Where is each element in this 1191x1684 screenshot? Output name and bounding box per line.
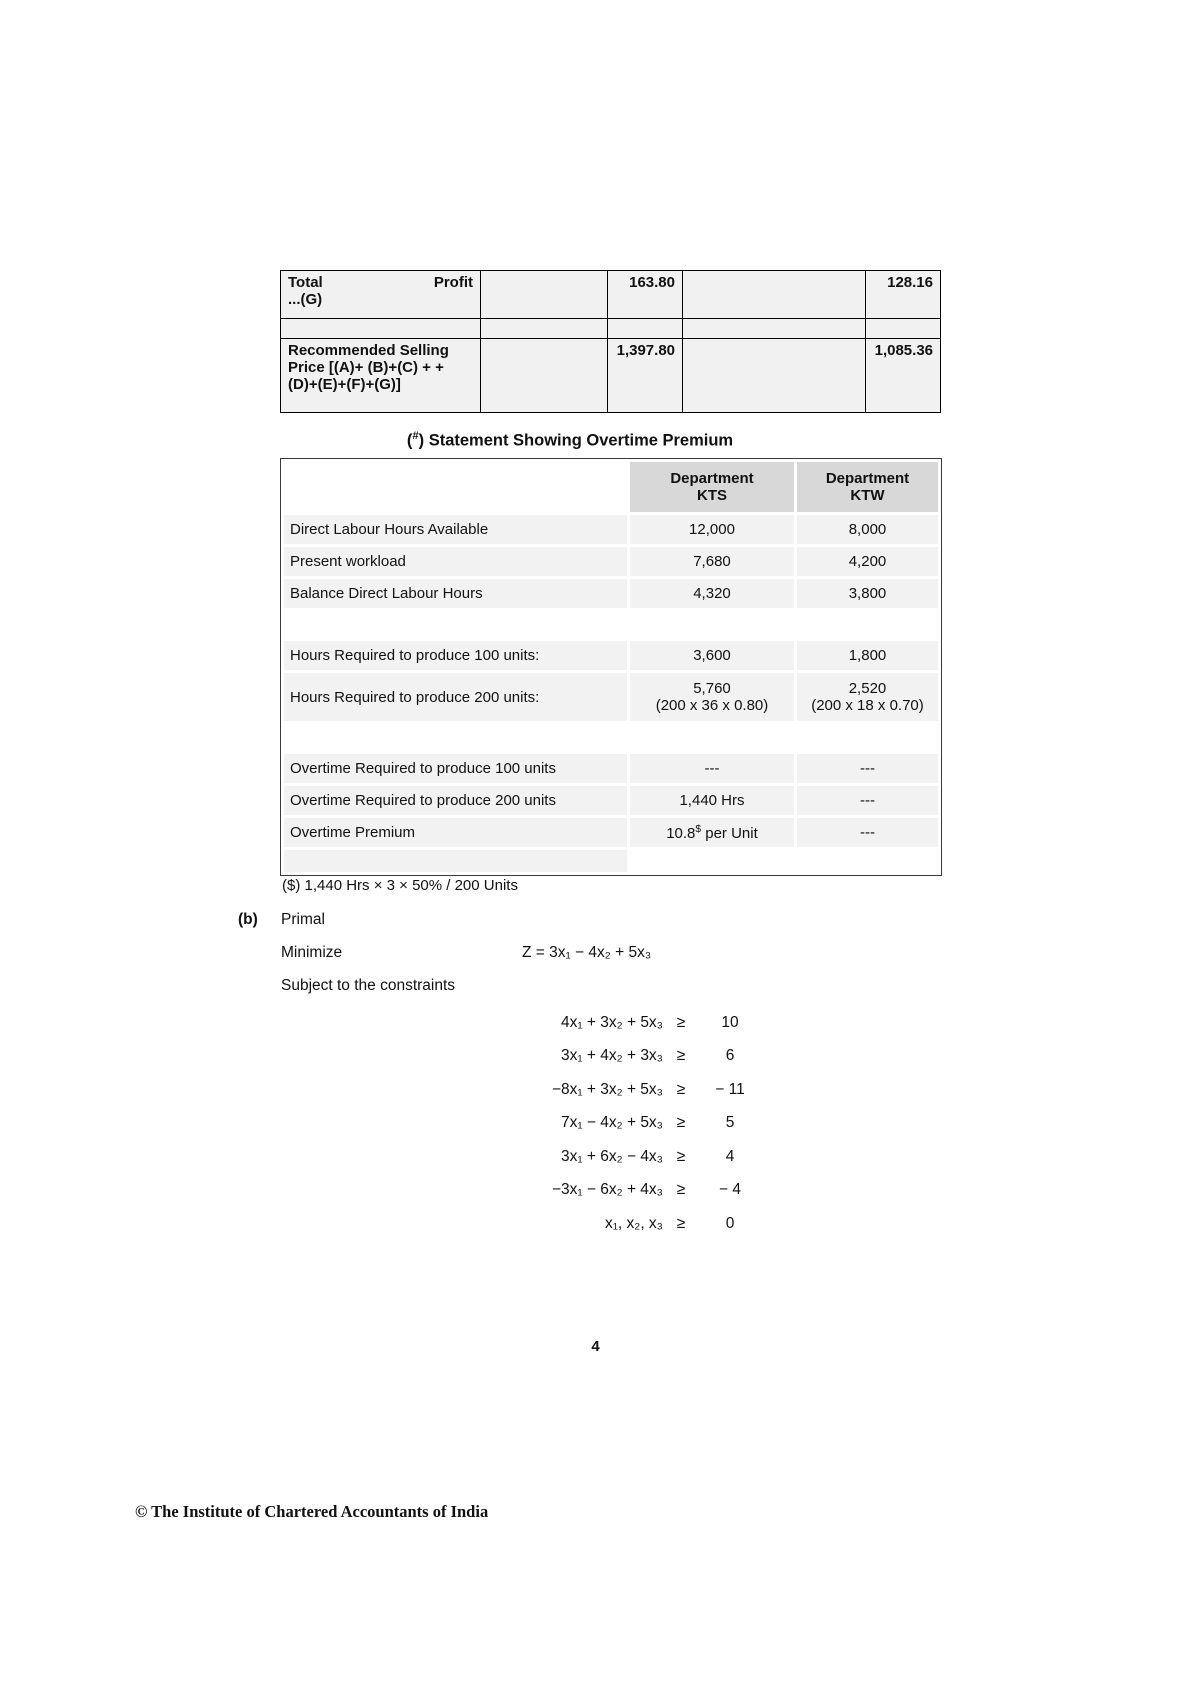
- page-number: 4: [591, 1338, 600, 1355]
- overtime-header-row: [284, 462, 938, 512]
- constraint-rhs: 4: [725, 1147, 735, 1165]
- table-row: [284, 579, 938, 608]
- kts-value: ---: [630, 754, 794, 783]
- dollar-superscript: $: [695, 823, 702, 835]
- copyright-footer: © The Institute of Chartered Accountants of India: [135, 1502, 489, 1521]
- primal-title: Primal: [281, 911, 325, 928]
- selling-price-label: Recommended Selling Price [(A)+ (B)+(C) + +(D)+(E)+(F)+(G)]: [281, 339, 481, 413]
- table-row-spacer: [284, 611, 938, 638]
- value-line: (200 x 36 x 0.80): [655, 697, 769, 714]
- heading-open-paren: (: [406, 431, 413, 450]
- summary-table: [280, 270, 941, 413]
- row-label: Overtime Required to produce 200 units: [284, 786, 627, 815]
- kts-value: [630, 673, 794, 721]
- table-row: [281, 339, 941, 413]
- kts-value: 7,680: [630, 547, 794, 576]
- empty-header-cell: [284, 462, 627, 512]
- heading-text: ) Statement Showing Overtime Premium: [418, 431, 734, 450]
- empty-cell: [683, 271, 866, 319]
- constraint-row: [513, 1006, 761, 1040]
- selling-price-kts-value: 1,397.80: [608, 339, 683, 413]
- geq-operator: ≥: [676, 1147, 686, 1165]
- department-ktw-header: [797, 462, 938, 512]
- table-row: [284, 786, 938, 815]
- empty-cell: [481, 339, 608, 413]
- total-profit-ktw-value: 128.16: [866, 271, 941, 319]
- constraint-lhs: 3x₁ + 4x₂ + 3x₃: [561, 1047, 663, 1065]
- label-total: Total: [288, 274, 323, 291]
- label-g: ...(G): [288, 291, 323, 308]
- geq-operator: ≥: [676, 1080, 686, 1098]
- constraint-row: [513, 1040, 761, 1074]
- constraint-rhs: 5: [725, 1114, 735, 1132]
- geq-operator: ≥: [676, 1214, 686, 1232]
- table-row: [284, 547, 938, 576]
- premium-value: 10.8: [666, 824, 696, 842]
- constraint-lhs: 4x₁ + 3x₂ + 5x₃: [561, 1013, 663, 1031]
- dollar-footnote: ($) 1,440 Hrs × 3 × 50% / 200 Units: [282, 877, 518, 894]
- ktw-value: ---: [797, 786, 938, 815]
- constraint-rhs: 10: [721, 1013, 739, 1031]
- constraint-rhs: 6: [725, 1047, 735, 1065]
- selling-price-ktw-value: 1,085.36: [866, 339, 941, 413]
- value-line: 5,760: [693, 680, 731, 697]
- ktw-value: ---: [797, 818, 938, 847]
- constraint-row: [513, 1174, 761, 1208]
- constraints-block: [513, 1006, 761, 1241]
- constraint-row: [513, 1207, 761, 1241]
- empty-cell: [683, 339, 866, 413]
- label-profit: Profit: [433, 274, 473, 291]
- kts-value: 12,000: [630, 515, 794, 544]
- ktw-value: 4,200: [797, 547, 938, 576]
- ktw-value: 1,800: [797, 641, 938, 670]
- table-row: [281, 271, 941, 319]
- constraint-rhs: 0: [725, 1214, 735, 1232]
- constraint-lhs: −8x₁ + 3x₂ + 5x₃: [551, 1080, 663, 1098]
- table-row-spacer: [284, 850, 938, 872]
- row-label: Overtime Premium: [284, 818, 627, 847]
- header-line: Department: [670, 470, 754, 487]
- row-label: Balance Direct Labour Hours: [284, 579, 627, 608]
- total-profit-kts-value: 163.80: [608, 271, 683, 319]
- total-profit-label: [288, 274, 473, 291]
- header-line: KTS: [697, 487, 727, 504]
- total-profit-label-cell: [281, 271, 481, 319]
- constraint-row: [513, 1140, 761, 1174]
- ktw-value: 3,800: [797, 579, 938, 608]
- row-label: Direct Labour Hours Available: [284, 515, 627, 544]
- minimize-label: Minimize: [281, 944, 343, 961]
- value-line: (200 x 18 x 0.70): [811, 697, 924, 714]
- overtime-table: [280, 458, 942, 876]
- kts-value: 1,440 Hrs: [630, 786, 794, 815]
- constraint-lhs: −3x₁ − 6x₂ + 4x₃: [551, 1181, 663, 1199]
- ktw-value: [797, 673, 938, 721]
- constraint-rhs: − 4: [719, 1181, 741, 1199]
- table-row-spacer: [284, 724, 938, 751]
- constraint-lhs: 3x₁ + 6x₂ − 4x₃: [561, 1147, 663, 1165]
- table-row-spacer: [281, 319, 941, 339]
- kts-value: [630, 818, 794, 847]
- row-label: Hours Required to produce 100 units:: [284, 641, 627, 670]
- empty-cell: [481, 271, 608, 319]
- department-kts-header: [630, 462, 794, 512]
- geq-operator: ≥: [676, 1047, 686, 1065]
- constraint-row: [513, 1107, 761, 1141]
- constraint-lhs: 7x₁ − 4x₂ + 5x₃: [561, 1114, 663, 1132]
- heading-hash-superscript: #: [412, 430, 419, 442]
- ktw-value: 8,000: [797, 515, 938, 544]
- geq-operator: ≥: [676, 1013, 686, 1031]
- geq-operator: ≥: [676, 1114, 686, 1132]
- geq-operator: ≥: [676, 1181, 686, 1199]
- header-line: KTW: [850, 487, 885, 504]
- constraint-lhs: x₁, x₂, x₃: [604, 1214, 663, 1232]
- constraint-rhs: − 11: [715, 1080, 745, 1098]
- kts-value: 4,320: [630, 579, 794, 608]
- row-label: Overtime Required to produce 100 units: [284, 754, 627, 783]
- premium-unit: per Unit: [701, 824, 758, 842]
- subject-to-constraints-label: Subject to the constraints: [281, 977, 456, 994]
- header-line: Department: [825, 470, 910, 487]
- objective-function: Z = 3x₁ − 4x₂ + 5x₃: [522, 944, 652, 961]
- table-row: [284, 818, 938, 847]
- row-label: Hours Required to produce 200 units:: [284, 673, 627, 721]
- row-label: Present workload: [284, 547, 627, 576]
- table-row: [284, 754, 938, 783]
- constraint-row: [513, 1073, 761, 1107]
- table-row: [284, 641, 938, 670]
- value-line: 2,520: [848, 680, 887, 697]
- kts-value: 3,600: [630, 641, 794, 670]
- part-b-label: (b): [238, 911, 258, 928]
- table-row: [284, 673, 938, 721]
- ktw-value: ---: [797, 754, 938, 783]
- overtime-heading: [280, 430, 860, 451]
- table-row: [284, 515, 938, 544]
